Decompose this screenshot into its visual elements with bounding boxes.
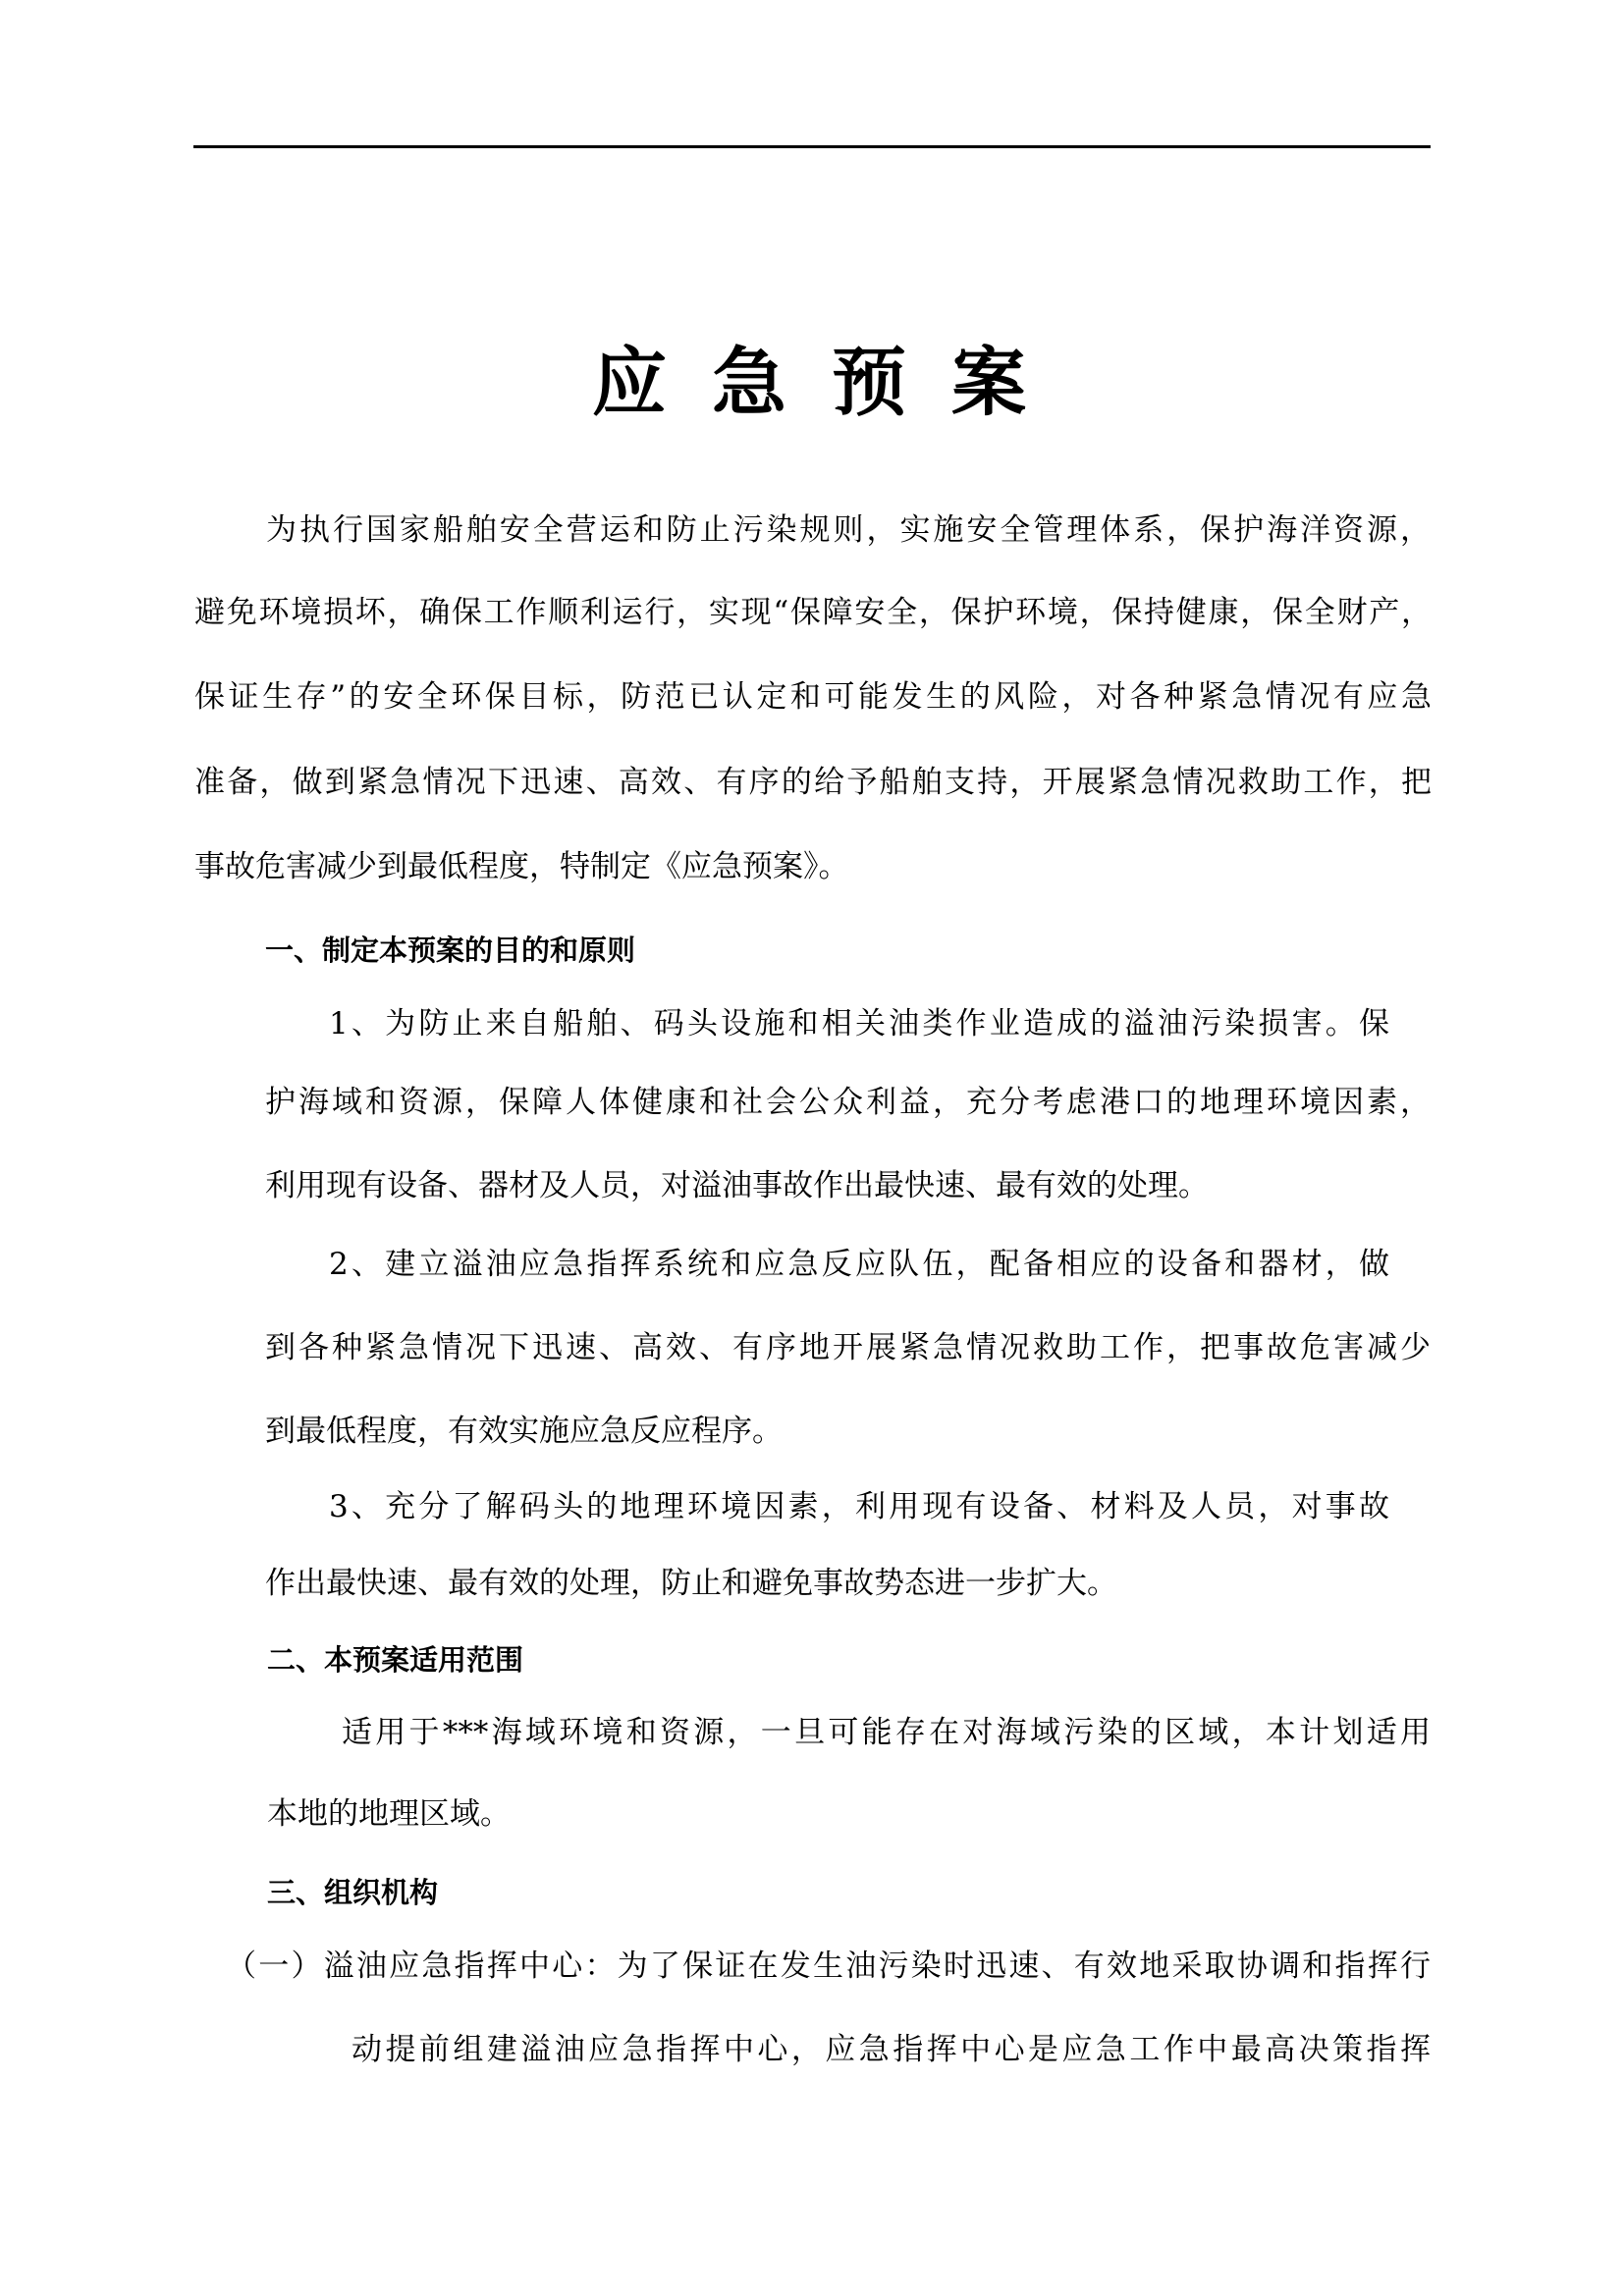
item2-line-2: 到各种紧急情况下迅速、高效、有序地开展紧急情况救助工作，把事故危害减少 [265,1330,1431,1365]
intro-line-1: 为执行国家船舶安全营运和防止污染规则，实施安全管理体系，保护海洋资源， [266,512,1431,548]
item1-line-2: 护海域和资源，保障人体健康和社会公众利益，充分考虑港口的地理环境因素， [265,1085,1431,1120]
item2-line-3: 到最低程度，有效实施应急反应程序。 [265,1414,783,1449]
scope-line-1: 适用于***海域环境和资源，一旦可能存在对海域污染的区域，本计划适用 [342,1715,1431,1750]
item1-line-3: 利用现有设备、器材及人员，对溢油事故作出最快速、最有效的处理。 [265,1168,1209,1203]
section-heading-3: 三、组织机构 [267,1876,439,1909]
header-rule [193,145,1431,148]
org-line-1: （一）溢油应急指挥中心：为了保证在发生油污染时迅速、有效地采取协调和指挥行 [226,1949,1431,1984]
document-title: 应急预案 [592,339,1071,426]
scope-line-2: 本地的地理区域。 [267,1796,511,1832]
section-heading-2: 二、本预案适用范围 [267,1643,524,1677]
intro-line-3: 保证生存”的安全环保目标，防范已认定和可能发生的风险，对各种紧急情况有应急 [194,679,1432,715]
org-line-2: 动提前组建溢油应急指挥中心，应急指挥中心是应急工作中最高决策指挥 [352,2032,1431,2067]
intro-line-2: 避免环境损坏，确保工作顺利运行，实现“保障安全，保护环境，保持健康，保全财产， [194,595,1432,630]
intro-line-5: 事故危害减少到最低程度，特制定《应急预案》。 [194,849,849,884]
item3-line-2: 作出最快速、最有效的处理，防止和避免事故势态进一步扩大。 [265,1566,1117,1601]
item3-line-1: 3、充分了解码头的地理环境因素，利用现有设备、材料及人员，对事故 [329,1489,1389,1524]
intro-line-4: 准备，做到紧急情况下迅速、高效、有序的给予船舶支持，开展紧急情况救助工作，把 [194,765,1432,800]
section-heading-1: 一、制定本预案的目的和原则 [265,934,636,967]
item2-line-1: 2、建立溢油应急指挥系统和应急反应队伍，配备相应的设备和器材，做 [329,1247,1389,1282]
item1-line-1: 1、为防止来自船舶、码头设施和相关油类作业造成的溢油污染损害。保 [329,1006,1389,1041]
